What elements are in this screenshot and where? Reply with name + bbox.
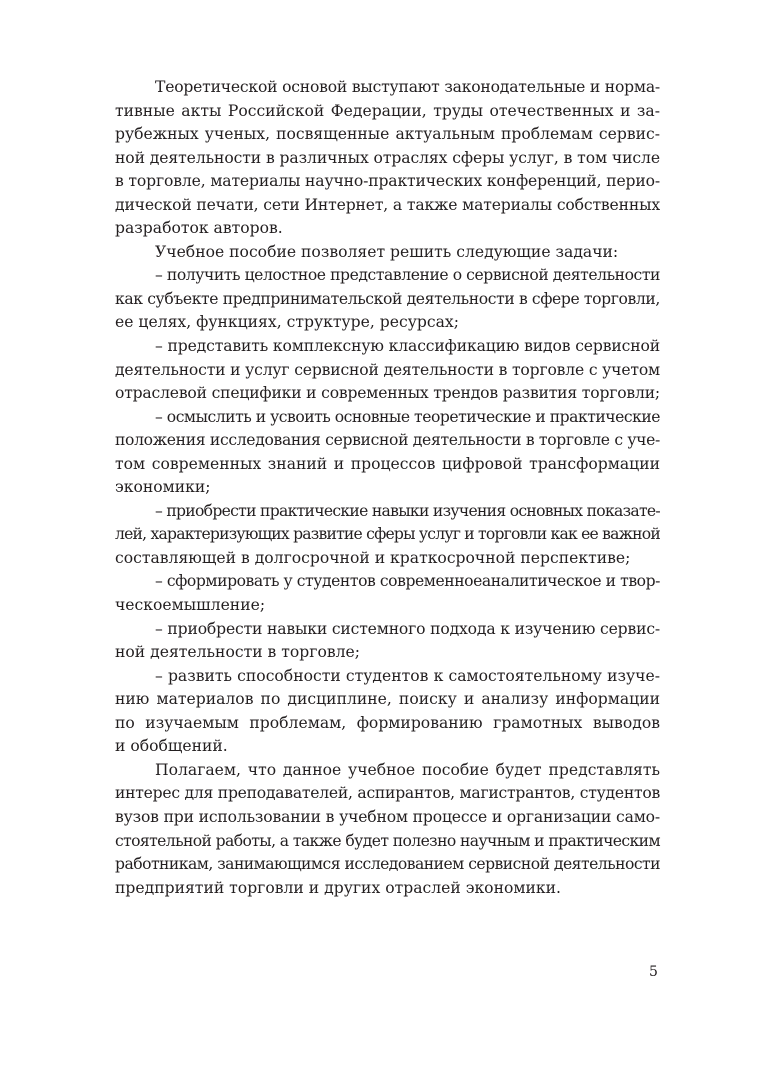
text-line: предприятий торговли и других отраслей экономики.	[115, 878, 561, 897]
list-item-line: ной деятельности в торговле;	[115, 643, 361, 662]
list-item-line: положения исследования сервисной деятельности в торговле с уче-	[115, 431, 660, 450]
list-item-line: составляющей в долгосрочной и краткосрочной перспективе;	[115, 548, 631, 567]
list-item-line: деятельности и услуг сервисной деятельности в торговле с учетом	[115, 360, 660, 379]
list-item-line: нию материалов по дисциплине, поиску и анализу информации	[115, 690, 660, 709]
list-item-line: – осмыслить и усвоить основные теоретические и практические	[155, 407, 660, 426]
text-line: в торговле, материалы научно-практических конференций, перио-	[115, 172, 660, 191]
list-item-line: – представить комплексную классификацию видов сервисной	[155, 337, 660, 356]
list-item-line: – приобрести навыки системного подхода к изучению сервис-	[155, 619, 660, 638]
text-line: Учебное пособие позволяет решить следующие задачи:	[155, 242, 619, 261]
list-item-line: ческоемышление;	[115, 596, 266, 615]
list-item-line: том современных знаний и процессов цифровой трансформации	[115, 454, 660, 473]
text-line: интерес для преподавателей, аспирантов, магистрантов, студентов	[115, 784, 660, 803]
text-line: тивные акты Российской Федерации, труды отечественных и за-	[115, 101, 660, 120]
page-number: 5	[649, 964, 658, 980]
list-item-line: – развить способности студентов к самостоятельному изуче-	[155, 666, 660, 685]
list-item-line: ее целях, функциях, структуре, ресурсах;	[115, 313, 459, 332]
body-text	[115, 76, 660, 900]
list-item-line: – получить целостное представление о сервисной деятельности	[155, 266, 661, 285]
text-line: ной деятельности в различных отраслях сферы услуг, в том числе	[115, 148, 660, 167]
list-item-line: и обобщений.	[115, 737, 228, 756]
list-item-line: лей, характеризующих развитие сферы услуг и торговли как ее важной	[115, 525, 660, 544]
text-line: стоятельной работы, а также будет полезно научным и практическим	[115, 831, 660, 850]
text-line: работникам, занимающимся исследованием сервисной деятельности	[115, 855, 660, 874]
text-line: разработок авторов.	[115, 219, 283, 238]
list-item-line: – сформировать у студентов современноеаналитическое и твор-	[155, 572, 660, 591]
text-line: Теоретической основой выступают законодательные и норма-	[155, 78, 660, 96]
list-item-line: – приобрести практические навыки изучения основных показате-	[155, 501, 660, 520]
list-item-line: как субъекте предпринимательской деятельности в сфере торговли,	[115, 289, 660, 308]
text-line: рубежных ученых, посвященные актуальным проблемам сервис-	[115, 125, 660, 144]
list-item-line: экономики;	[115, 478, 211, 497]
text-line: Полагаем, что данное учебное пособие будет представлять	[155, 760, 660, 779]
text-line: дической печати, сети Интернет, а также материалы собственных	[115, 195, 660, 214]
list-item-line: по изучаемым проблемам, формированию грамотных выводов	[115, 713, 660, 732]
text-line: вузов при использовании в учебном процессе и организации само-	[115, 807, 660, 826]
list-item-line: отраслевой специфики и современных трендов развития торговли;	[115, 384, 660, 403]
